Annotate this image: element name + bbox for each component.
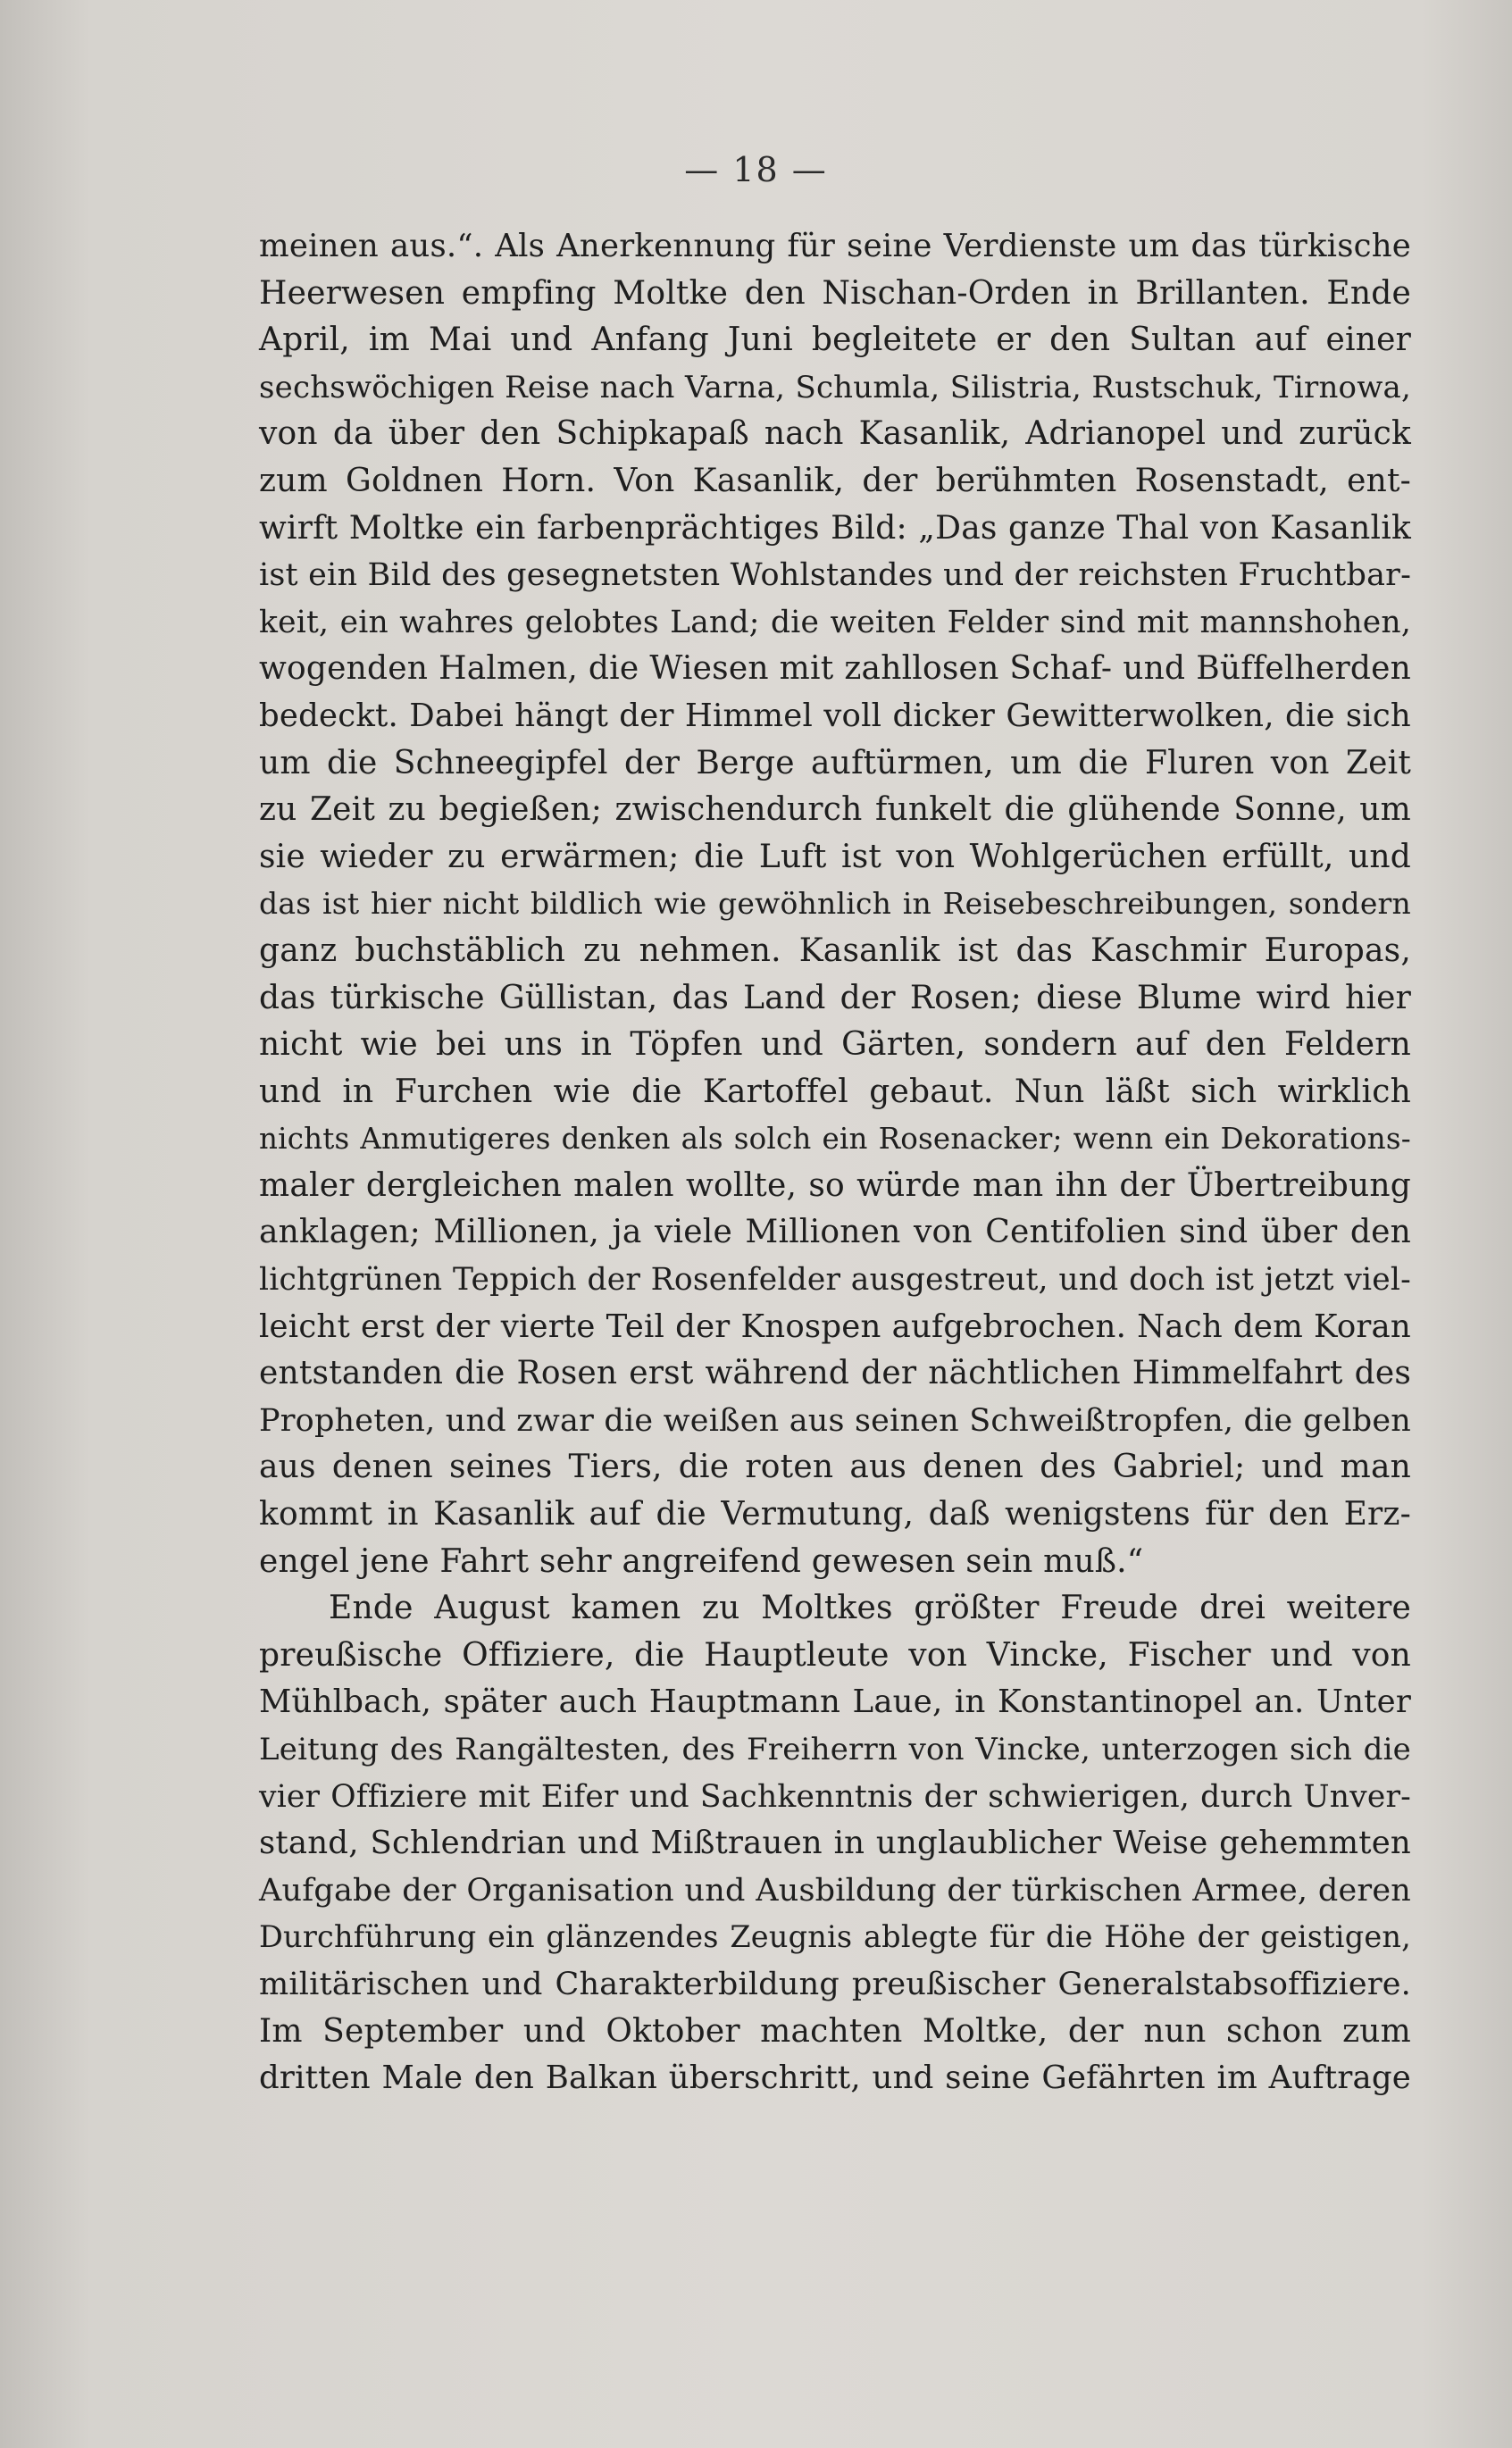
text-line: maler dergleichen malen wollte, so würde man ihn der Übertreibung: [259, 1166, 1411, 1204]
text-line: Im September und Oktober machten Moltke, der nun schon zum: [259, 2012, 1411, 2050]
text-line: Mühlbach, später auch Hauptmann Laue, in Konstantinopel an. Unter: [259, 1684, 1411, 1721]
text-line: Ende August kamen zu Moltkes größter Freude drei weitere: [329, 1590, 1411, 1627]
text-line: um die Schneegipfel der Berge auftürmen, um die Fluren von Zeit: [259, 744, 1411, 781]
text-line: dritten Male den Balkan überschritt, und seine Gefährten im Auftrage: [259, 2059, 1411, 2097]
text-line: sie wieder zu erwärmen; die Luft ist von Wohlgerüchen erfüllt, und: [259, 838, 1411, 875]
text-line: bedeckt. Dabei hängt der Himmel voll dicker Gewitterwolken, die sich: [259, 697, 1411, 734]
text-line: lichtgrünen Teppich der Rosenfelder ausgestreut, und doch ist jetzt viel-: [259, 1262, 1411, 1299]
text-line: stand, Schlendrian und Mißtrauen in unglaublicher Weise gehemmten: [259, 1825, 1411, 1862]
text-line: und in Furchen wie die Kartoffel gebaut. Nun läßt sich wirklich: [259, 1073, 1411, 1110]
text-line: keit, ein wahres gelobtes Land; die weiten Felder sind mit mannshohen,: [259, 604, 1411, 640]
text-line: entstanden die Rosen erst während der nächtlichen Himmelfahrt des: [259, 1355, 1411, 1392]
text-line: meinen aus.“. Als Anerkennung für seine Verdienste um das türkische: [259, 228, 1411, 264]
text-line: wirft Moltke ein farbenprächtiges Bild: „Das ganze Thal von Kasanlik: [259, 509, 1411, 547]
text-line: Heerwesen empfing Moltke den Nischan-Orden in Brillanten. Ende: [259, 274, 1411, 312]
body-text: [259, 223, 1411, 2102]
text-line: vier Offiziere mit Eifer und Sachkenntnis der schwierigen, durch Unver-: [259, 1778, 1411, 1815]
text-line: ganz buchstäblich zu nehmen. Kasanlik ist das Kaschmir Europas,: [259, 932, 1411, 969]
text-line: kommt in Kasanlik auf die Vermutung, daß wenigstens für den Erz-: [259, 1496, 1411, 1533]
text-line: anklagen; Millionen, ja viele Millionen von Centifolien sind über den: [259, 1214, 1411, 1251]
text-line: zum Goldnen Horn. Von Kasanlik, der berühmten Rosenstadt, ent-: [259, 462, 1411, 499]
text-line: militärischen und Charakterbildung preußischer Generalstabsoffiziere.: [259, 1966, 1411, 2002]
text-line: Aufgabe der Organisation und Ausbildung der türkischen Armee, deren: [259, 1872, 1411, 1909]
text-line: von da über den Schipkapaß nach Kasanlik, Adrianopel und zurück: [259, 415, 1411, 453]
text-line: Leitung des Rangältesten, des Freiherrn von Vincke, unterzogen sich die: [259, 1732, 1411, 1767]
page-number: — 18 —: [684, 150, 828, 189]
text-line: preußische Offiziere, die Hauptleute von Vincke, Fischer und von: [259, 1636, 1411, 1674]
text-line: das ist hier nicht bildlich wie gewöhnlich in Reisebeschreibungen, sondern: [259, 886, 1411, 922]
text-line: Propheten, und zwar die weißen aus seinen Schweißtropfen, die gelben: [259, 1402, 1411, 1439]
text-line: nichts Anmutigeres denken als solch ein Rosenacker; wenn ein Dekorations-: [259, 1122, 1411, 1157]
text-line: das türkische Güllistan, das Land der Rosen; diese Blume wird hier: [259, 979, 1411, 1016]
text-line: April, im Mai und Anfang Juni begleitete er den Sultan auf einer: [259, 322, 1411, 359]
text-line: aus denen seines Tiers, die roten aus denen des Gabriel; und man: [259, 1449, 1411, 1486]
text-line: sechswöchigen Reise nach Varna, Schumla, Silistria, Rustschuk, Tirnowa,: [259, 369, 1411, 405]
text-line: ist ein Bild des gesegnetsten Wohlstandes und der reichsten Fruchtbar-: [259, 557, 1412, 594]
text-line: leicht erst der vierte Teil der Knospen aufgebrochen. Nach dem Koran: [259, 1308, 1411, 1345]
text-line: engel jene Fahrt sehr angreifend gewesen sein muß.“: [259, 1542, 1144, 1580]
text-line: wogenden Halmen, die Wiesen mit zahllosen Schaf- und Büffelherden: [259, 650, 1411, 688]
text-line: zu Zeit zu begießen; zwischendurch funkelt die glühende Sonne, um: [259, 791, 1411, 829]
text-line: nicht wie bei uns in Töpfen und Gärten, sondern auf den Feldern: [259, 1026, 1411, 1064]
text-line: Durchführung ein glänzendes Zeugnis ablegte für die Höhe der geistigen,: [259, 1919, 1411, 1955]
